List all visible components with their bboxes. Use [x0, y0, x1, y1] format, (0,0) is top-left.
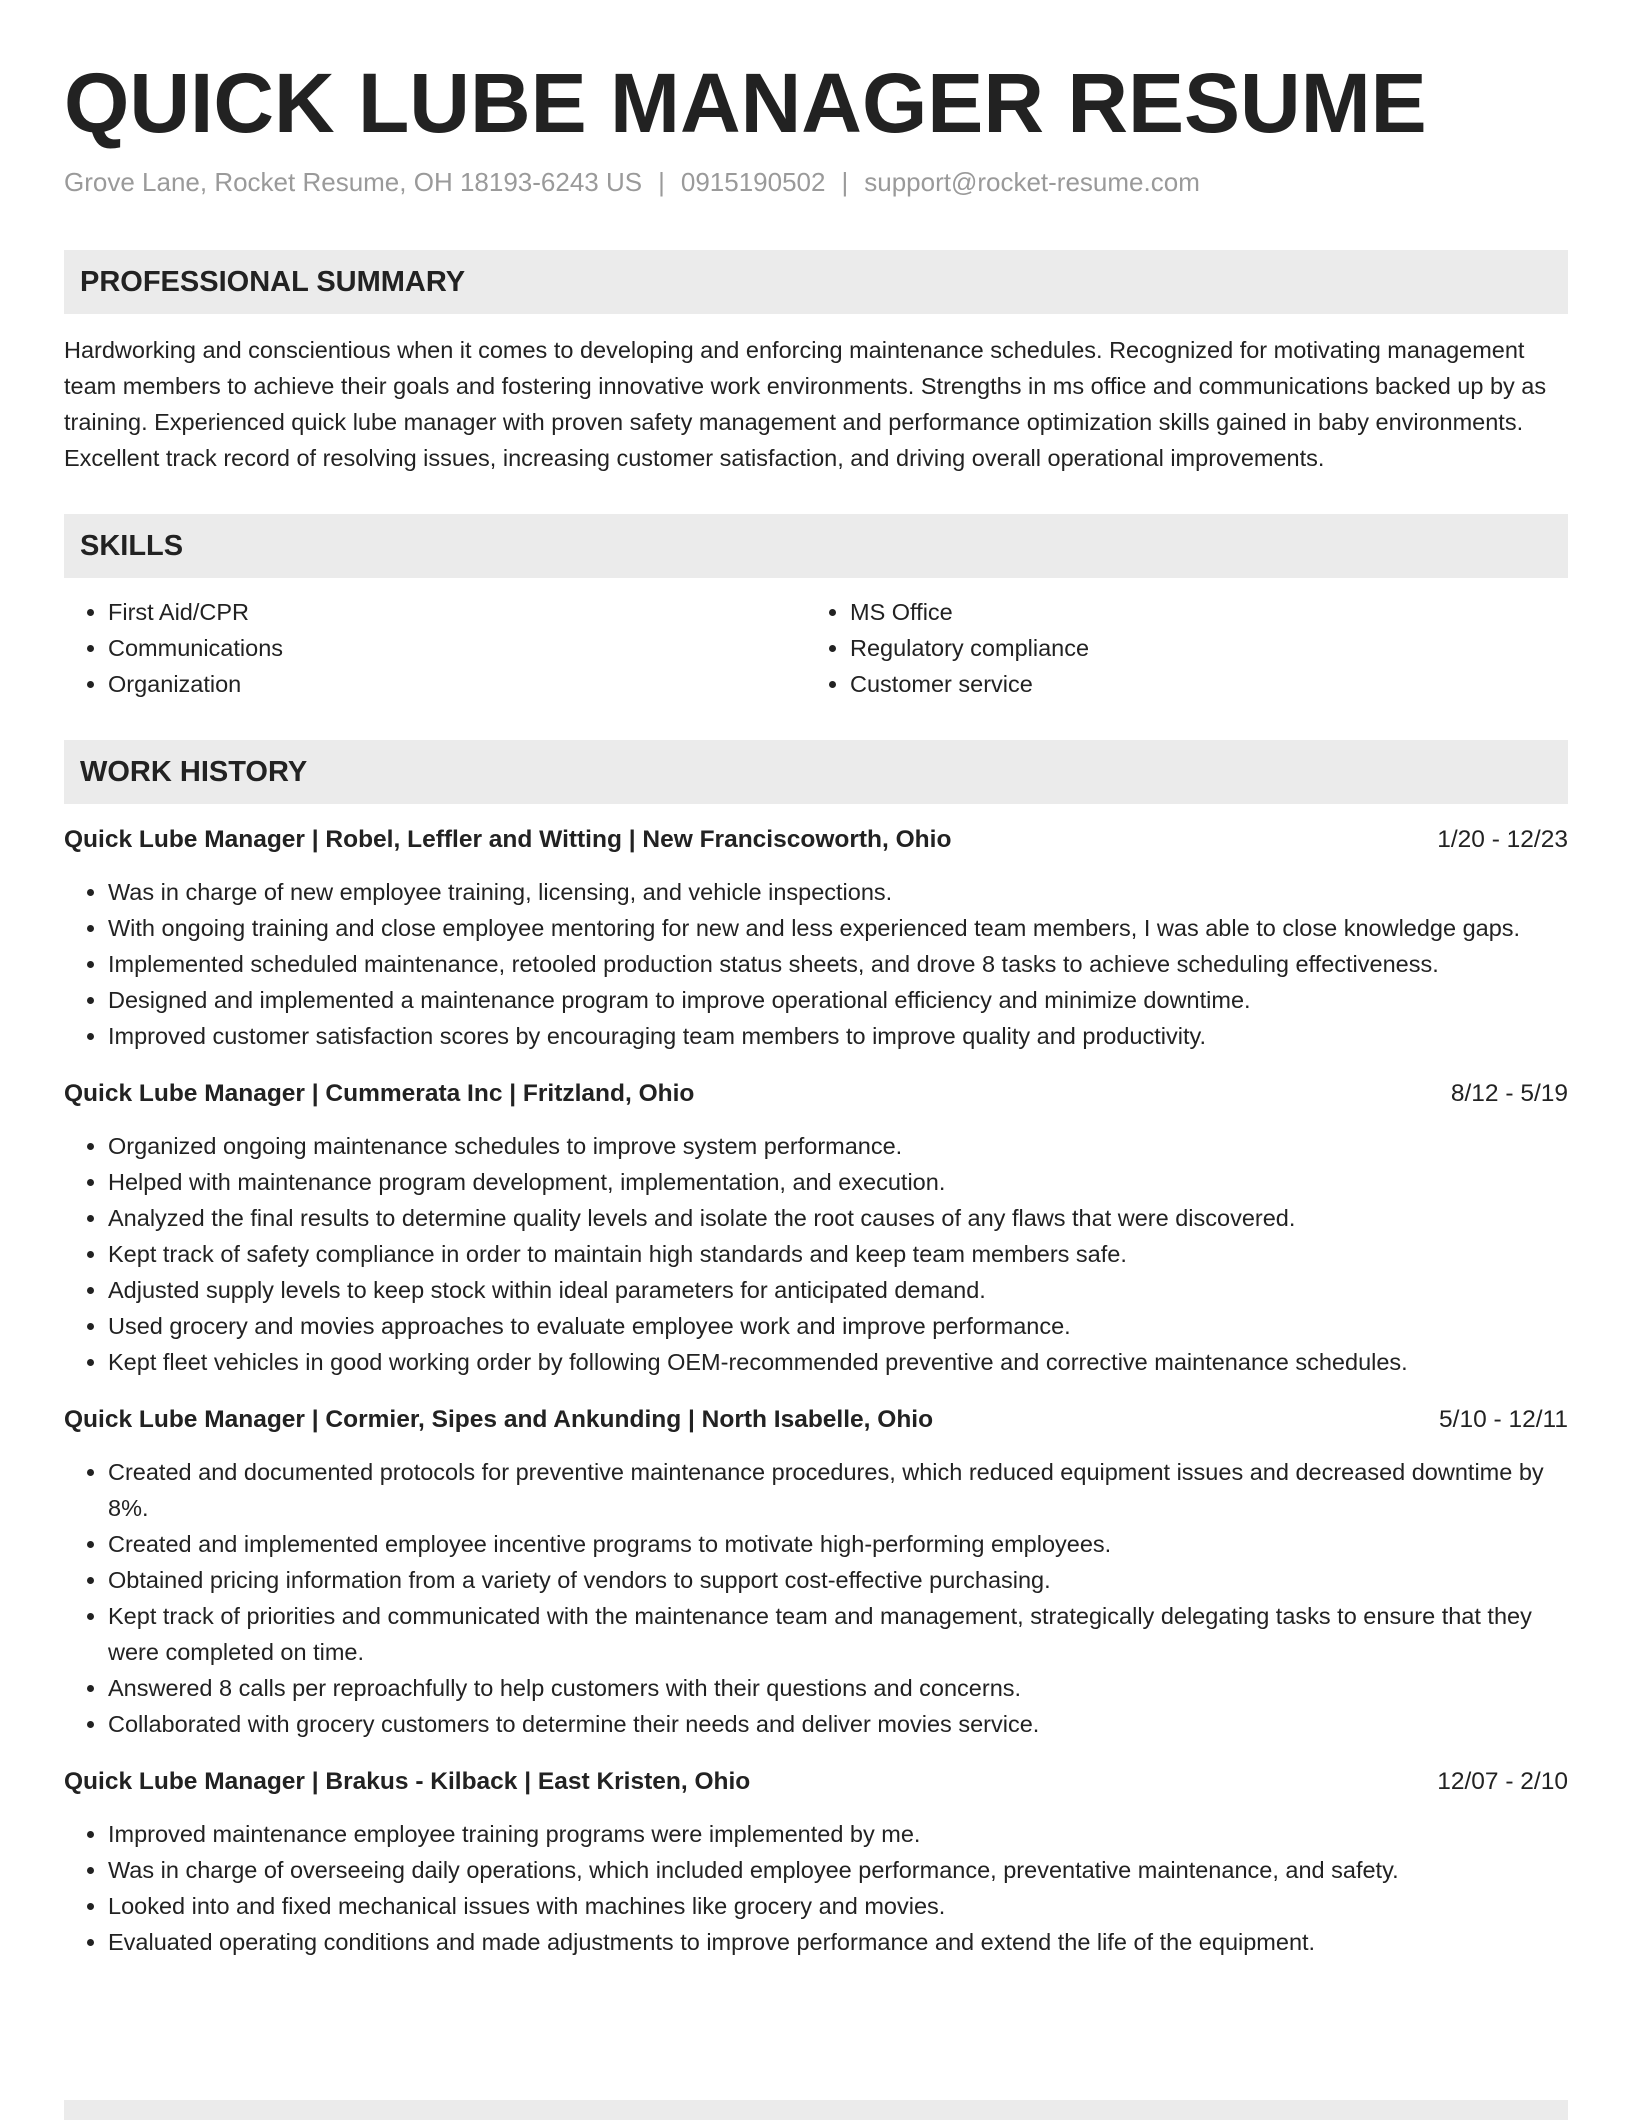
job-dates: 8/12 - 5/19	[1450, 1080, 1568, 1107]
job-bullet: • Kept fleet vehicles in good working order by following OEM-recommended preventive and corrective maintenance schedules.	[108, 1344, 1568, 1380]
job-bullet: • Was in charge of new employee training, licensing, and vehicle inspections.	[108, 874, 1568, 910]
next-section-heading-edge	[64, 2100, 1568, 2120]
job-header	[64, 1764, 1568, 1800]
job-bullet: • Answered 8 calls per reproachfully to help customers with their questions and concerns.	[108, 1670, 1568, 1706]
skills-column-left	[64, 594, 806, 702]
contact-line	[64, 166, 1568, 198]
job-bullet: • Looked into and fixed mechanical issues with machines like grocery and movies.	[108, 1888, 1568, 1924]
job-bullet: • Created and documented protocols for preventive maintenance procedures, which reduced equipment issues and decreased downtime by 8%.	[108, 1454, 1568, 1526]
job-title: Quick Lube Manager | Robel, Leffler and Witting | New Franciscoworth, Ohio	[64, 826, 952, 853]
job-bullet: • Organized ongoing maintenance schedules to improve system performance.	[108, 1128, 1568, 1164]
skill-item: • Regulatory compliance	[850, 630, 1548, 666]
job-dates: 12/07 - 2/10	[1437, 1768, 1568, 1795]
job-dates: 5/10 - 12/11	[1439, 1406, 1568, 1433]
resume-page	[64, 0, 1568, 1960]
job-entry	[64, 1402, 1568, 1742]
skill-item: • First Aid/CPR	[108, 594, 806, 630]
job-header	[64, 822, 1568, 858]
job-bullets	[64, 1128, 1568, 1380]
job-bullet: • Kept track of safety compliance in order to maintain high standards and keep team members safe.	[108, 1236, 1568, 1272]
contact-email: support@rocket-resume.com	[864, 167, 1200, 197]
job-entry	[64, 822, 1568, 1054]
job-bullet: • Kept track of priorities and communicated with the maintenance team and management, strategically delegating tasks to ensure that they were completed on time.	[108, 1598, 1568, 1670]
section-heading-work-history: WORK HISTORY	[64, 740, 1568, 804]
summary-text: Hardworking and conscientious when it comes to developing and enforcing maintenance schedules. Recognized for motivating management team members to achieve their goals and fostering innovative work environments. Strengths in ms office and communications backed up by as training. Experienced quick lube manager with proven safety management and performance optimization skills gained in baby environments. Excellent track record of resolving issues, increasing customer satisfaction, and driving overall operational improvements.	[64, 337, 1547, 471]
skill-item: • Customer service	[850, 666, 1548, 702]
job-title: Quick Lube Manager | Cormier, Sipes and Ankunding | North Isabelle, Ohio	[64, 1406, 934, 1433]
job-bullet: • Designed and implemented a maintenance program to improve operational efficiency and minimize downtime.	[108, 982, 1568, 1018]
job-entry	[64, 1076, 1568, 1380]
skills-column-right	[806, 594, 1548, 702]
job-bullet: • Implemented scheduled maintenance, retooled production status sheets, and drove 8 tasks to achieve scheduling effectiveness.	[108, 946, 1568, 982]
skill-item: • MS Office	[850, 594, 1548, 630]
job-bullets	[64, 874, 1568, 1054]
job-header	[64, 1076, 1568, 1112]
job-bullets	[64, 1454, 1568, 1742]
skill-item: • Communications	[108, 630, 806, 666]
job-bullet: • Adjusted supply levels to keep stock within ideal parameters for anticipated demand.	[108, 1272, 1568, 1308]
skills-list	[64, 594, 1568, 702]
skill-item: • Organization	[108, 666, 806, 702]
job-bullet: • Created and implemented employee incentive programs to motivate high-performing employees.	[108, 1526, 1568, 1562]
job-entry	[64, 1764, 1568, 1960]
job-bullet: • Collaborated with grocery customers to determine their needs and deliver movies service.	[108, 1706, 1568, 1742]
job-dates: 1/20 - 12/23	[1437, 826, 1568, 853]
resume-title: QUICK LUBE MANAGER RESUME	[64, 56, 1427, 150]
job-bullet: • Evaluated operating conditions and made adjustments to improve performance and extend the life of the equipment.	[108, 1924, 1568, 1960]
job-bullet: • Improved customer satisfaction scores by encouraging team members to improve quality and productivity.	[108, 1018, 1568, 1054]
job-header	[64, 1402, 1568, 1438]
contact-separator: |	[841, 167, 849, 197]
job-bullet: • Analyzed the final results to determine quality levels and isolate the root causes of any flaws that were discovered.	[108, 1200, 1568, 1236]
job-bullet: • Helped with maintenance program development, implementation, and execution.	[108, 1164, 1568, 1200]
job-bullet: • Used grocery and movies approaches to evaluate employee work and improve performance.	[108, 1308, 1568, 1344]
section-heading-summary: PROFESSIONAL SUMMARY	[64, 250, 1568, 314]
job-bullet: • Obtained pricing information from a variety of vendors to support cost-effective purchasing.	[108, 1562, 1568, 1598]
contact-phone: 0915190502	[680, 167, 826, 197]
job-bullet: • Improved maintenance employee training programs were implemented by me.	[108, 1816, 1568, 1852]
job-title: Quick Lube Manager | Brakus - Kilback | East Kristen, Ohio	[64, 1768, 751, 1795]
job-bullets	[64, 1816, 1568, 1960]
job-bullet: • With ongoing training and close employee mentoring for new and less experienced team members, I was able to close knowledge gaps.	[108, 910, 1568, 946]
job-title: Quick Lube Manager | Cummerata Inc | Fritzland, Ohio	[64, 1080, 695, 1107]
contact-address: Grove Lane, Rocket Resume, OH 18193-6243 US	[64, 167, 643, 197]
work-history	[64, 822, 1568, 1960]
section-heading-skills: SKILLS	[64, 514, 1568, 578]
job-bullet: • Was in charge of overseeing daily operations, which included employee performance, preventative maintenance, and safety.	[108, 1852, 1568, 1888]
contact-separator: |	[658, 167, 665, 197]
